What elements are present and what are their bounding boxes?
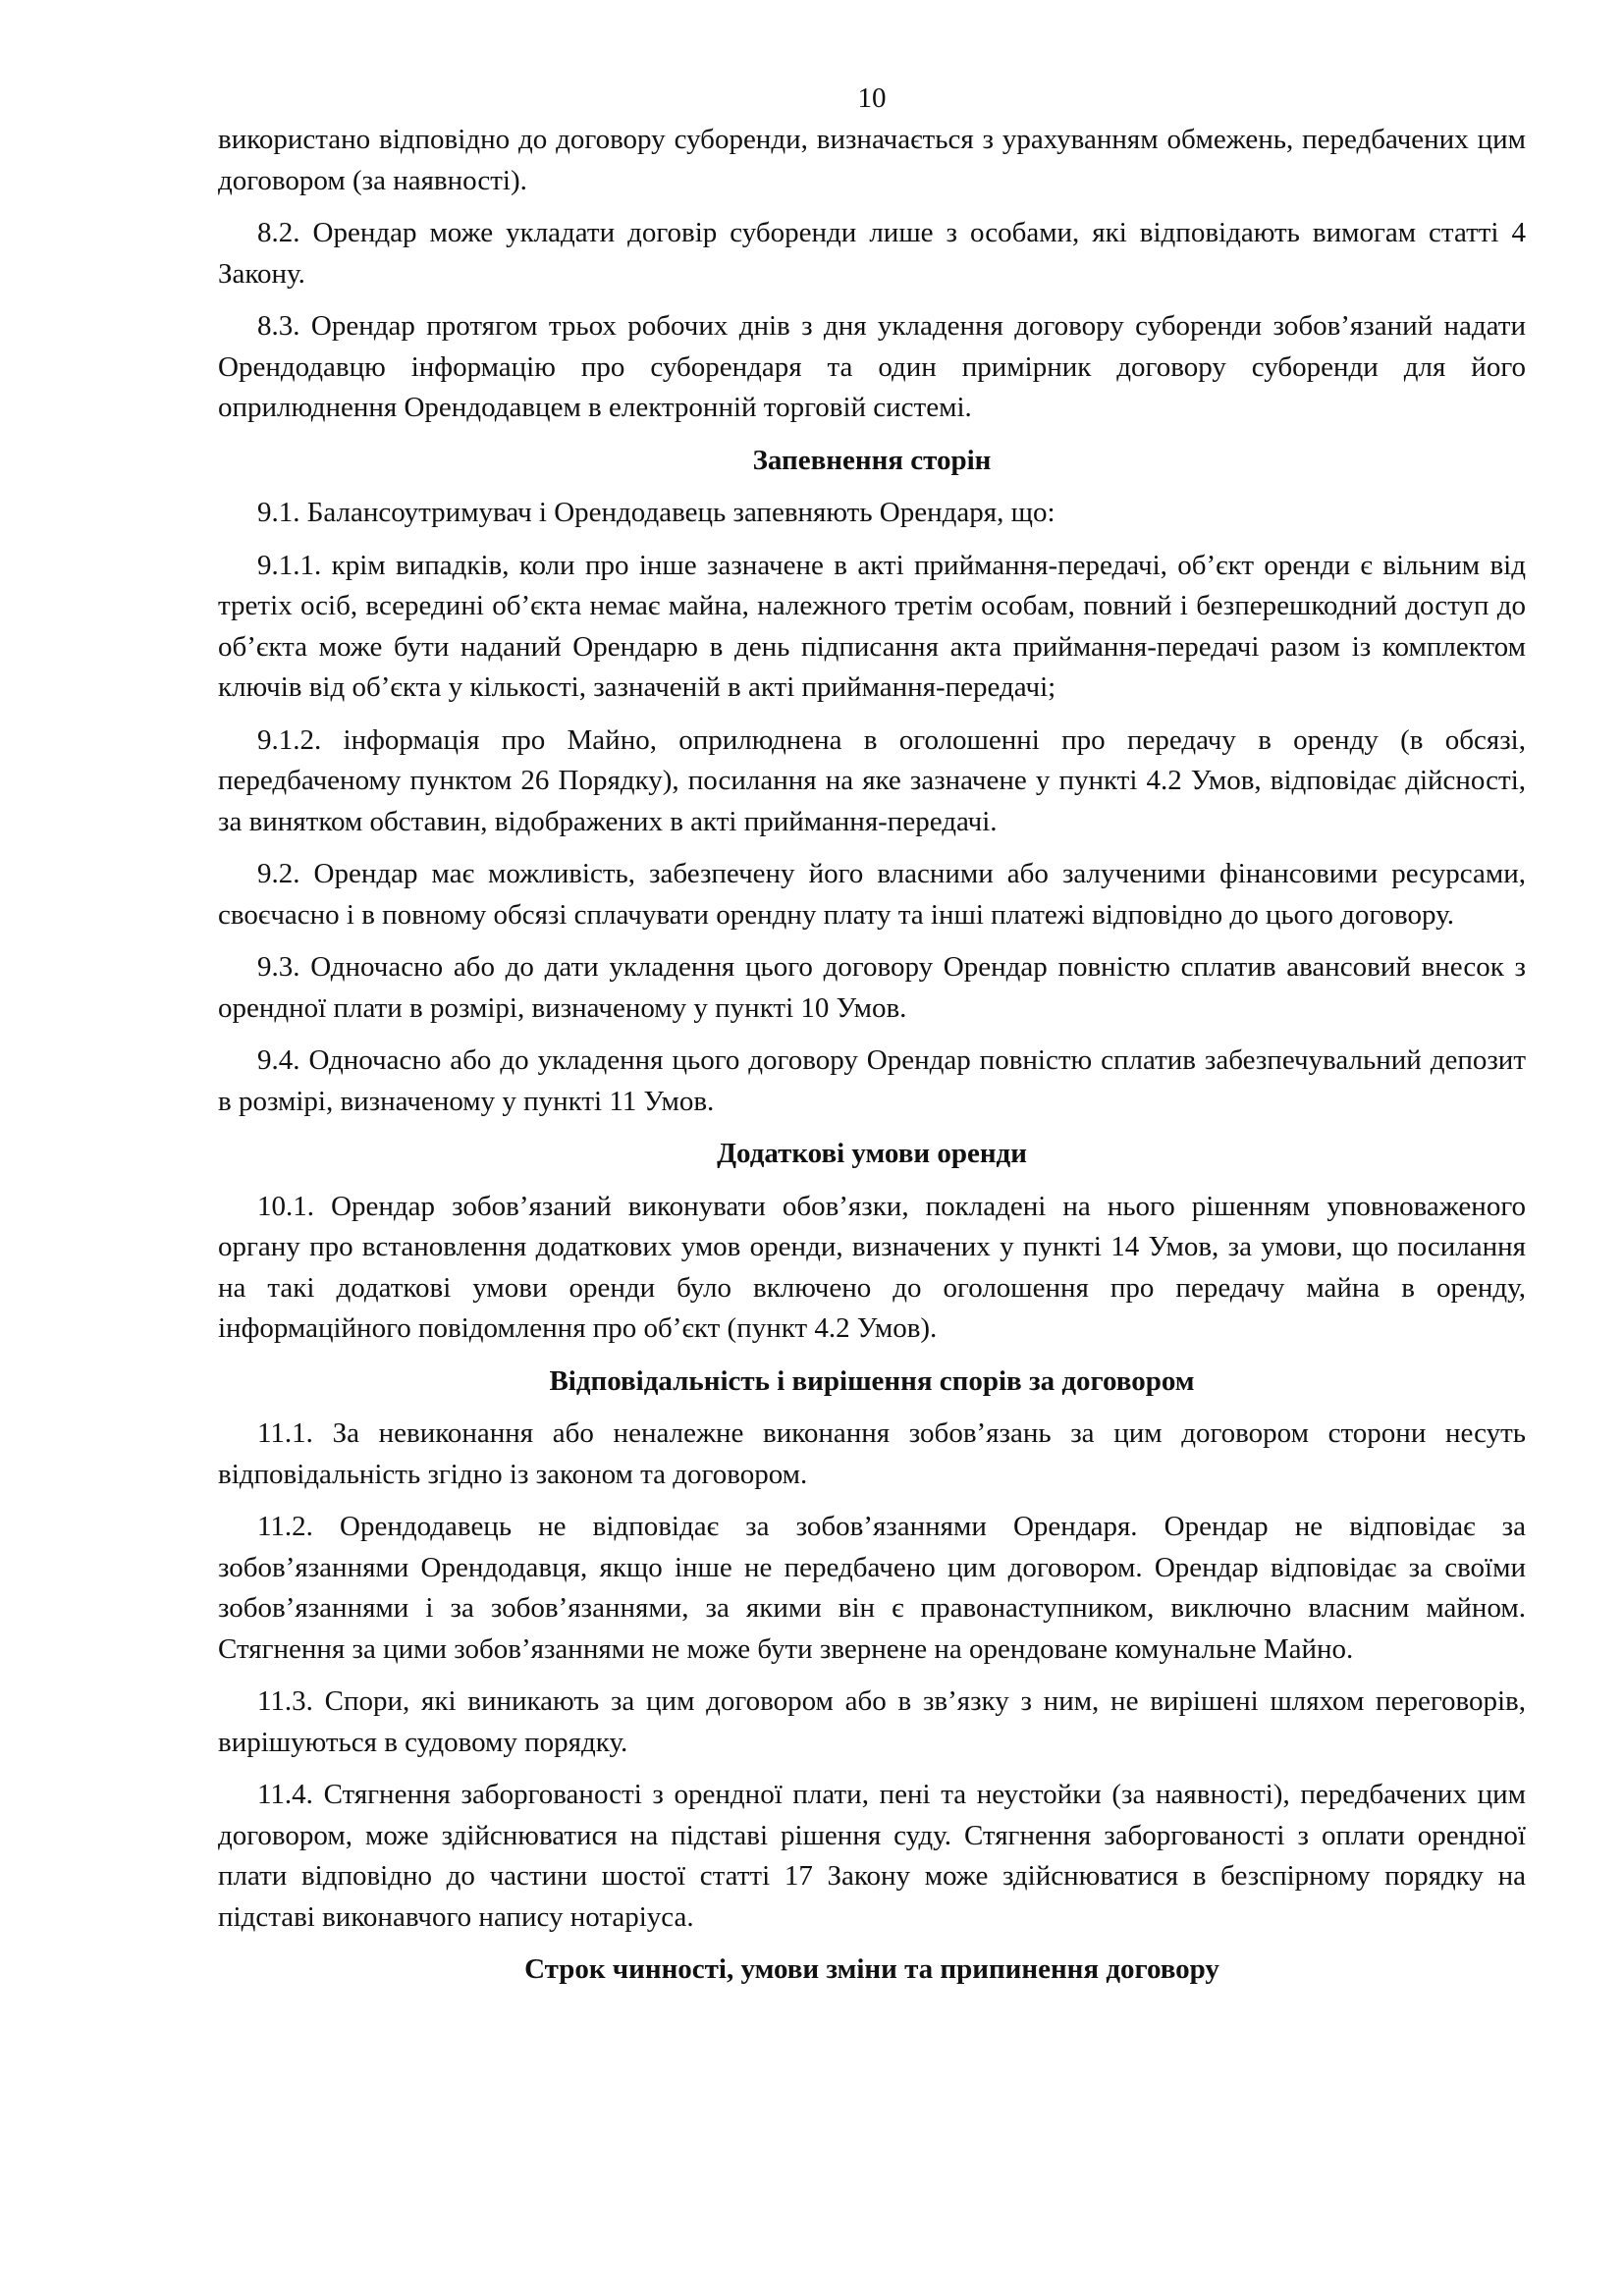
paragraph-10-1: 10.1. Орендар зобов’язаний виконувати обов’язки, покладені на нього рішенням уповноваженого органу про встановлення додаткових умов оренди, визначених у пункті 14 Умов, за умови, що посилання на такі додаткові умови оренди було включено до оголошення про передачу майна в оренду, інформаційного повідомлення про об’єкт (пункт 4.2 Умов). (218, 1190, 1526, 1344)
paragraph-9-1-2: 9.1.2. інформація про Майно, оприлюднена в оголошенні про передачу в оренду (в обсязі, передбаченому пунктом 26 Порядку), посилання на яке зазначене у пункті 4.2 Умов, відповідає дійсності, за винятком обставин, відображених в акті приймання-передачі. (218, 723, 1526, 837)
paragraph-11-4: 11.4. Стягнення заборгованості з орендної плати, пені та неустойки (за наявності), передбачених цим договором, може здійснюватися на підставі рішення суду. Стягнення заборгованості з оплати орендної плати відповідно до частини шостої статті 17 Закону може здійснюватися в безспірному порядку на підставі виконавчого напису нотаріуса. (218, 1779, 1526, 1933)
paragraph-9-3: 9.3. Одночасно або до дати укладення цього договору Орендар повністю сплатив авансовий внесок з орендної плати в розмірі, визначеному у пункті 10 Умов. (218, 951, 1526, 1024)
paragraph-9-1-1: 9.1.1. крім випадків, коли про інше зазначене в акті приймання-передачі, об’єкт оренди є вільним від третіх осіб, всередині об’єкта немає майна, належного третім особам, повний і безперешкодний доступ до об’єкта може бути наданий Орендарю в день підписання акта приймання-передачі разом із комплектом ключів від об’єкта у кількості, зазначеній в акті приймання-передачі; (218, 549, 1526, 703)
paragraph-11-2: 11.2. Орендодавець не відповідає за зобов’язаннями Орендаря. Орендар не відповідає за зобов’язаннями Орендодавця, якщо інше не передбачено цим договором. Орендар відповідає за своїми зобов’язаннями і за зобов’язаннями, за якими він є правонаступником, виключно власним майном. Стягнення за цими зобов’язаннями не може бути звернене на орендоване комунальне Майно. (218, 1511, 1526, 1665)
paragraph-continuation: використано відповідно до договору суборенди, визначається з урахуванням обмежень, передбачених цим договором (за наявності). (218, 124, 1526, 196)
section-heading-term-and-termination: Строк чинності, умови зміни та припинення договору (524, 1953, 1219, 1985)
paragraph-8-2: 8.2. Орендар може укладати договір суборенди лише з особами, які відповідають вимогам статті 4 Закону. (218, 217, 1526, 290)
page-number: 10 (857, 82, 887, 114)
section-heading-assurances: Запевнення сторін (752, 444, 992, 476)
paragraph-11-3: 11.3. Спори, які виникають за цим договором або в зв’язку з ним, не вирішені шляхом переговорів, вирішуються в судовому порядку. (218, 1685, 1526, 1758)
section-heading-additional-terms: Додаткові умови оренди (717, 1138, 1027, 1169)
paragraph-8-3: 8.3. Орендар протягом трьох робочих днів з дня укладення договору суборенди зобов’язаний надати Орендодавцю інформацію про суборендаря та один примірник договору суборенди для його оприлюднення Орендодавцем в електронній торговій системі. (218, 310, 1526, 423)
document-page (218, 79, 1526, 2002)
paragraph-9-1: 9.1. Балансоутримувач і Орендодавець запевняють Орендаря, що: (257, 497, 1056, 528)
section-heading-liability: Відповідальність і вирішення спорів за договором (549, 1364, 1195, 1397)
paragraph-11-1: 11.1. За невиконання або неналежне виконання зобов’язань за цим договором сторони несуть відповідальність згідно із законом та договором. (218, 1417, 1526, 1490)
paragraph-9-4: 9.4. Одночасно або до укладення цього договору Орендар повністю сплатив забезпечувальний депозит в розмірі, визначеному у пункті 11 Умов. (218, 1044, 1526, 1117)
paragraph-9-2: 9.2. Орендар має можливість, забезпечену його власними або залученими фінансовими ресурсами, своєчасно і в повному обсязі сплачувати орендну плату та інші платежі відповідно до цього договору. (218, 858, 1526, 931)
